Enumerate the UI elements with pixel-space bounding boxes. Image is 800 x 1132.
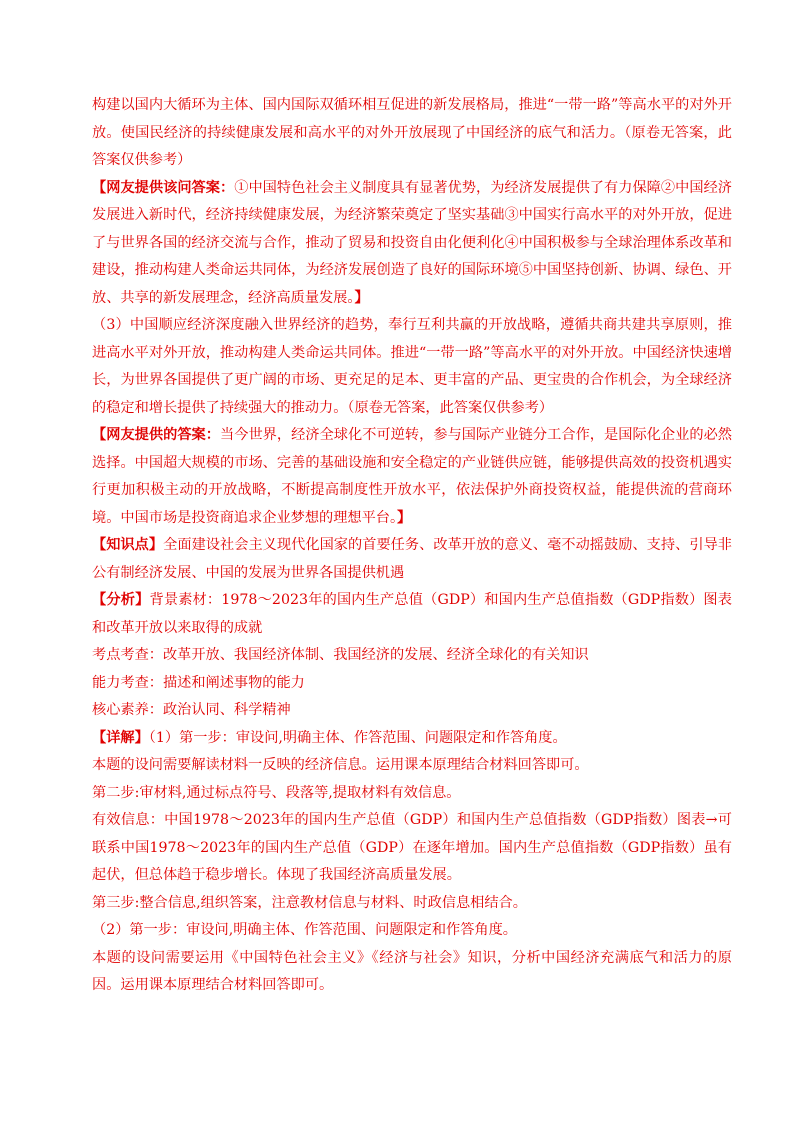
paragraph-step-2: 第二步:审材料,通过标点符号、段落等,提取材料有效信息。 bbox=[92, 784, 461, 801]
paragraph-step-3: 第三步:整合信息,组织答案，注意教材信息与材料、时政信息相结合。 bbox=[92, 894, 527, 911]
paragraph-netizen-answer-2: 【网友提供该问答案：①中国特色社会主义制度具有显著优势，为经济发展提供了有力保障②中国经济发展进入新时代，经济持续健康发展，为经济繁荣奠定了坚实基础③中国实行高水平的对外开放，促进了与世界各国的经济交流与合作，推动了贸易和投资自由化便利化④中国积极参与全球治理体系改革和建设，推动构建人类命运共同体，为经济发展创造了良好的国际环境⑤中国坚持创新、协调、绿色、开放、共享的新发展理念，经济高质量发展。】 bbox=[92, 179, 732, 306]
explanation-label: 【详解】 bbox=[92, 729, 149, 746]
paragraph-knowledge-points: 【知识点】全面建设社会主义现代化国家的首要任务、改革开放的意义、毫不动摇鼓励、支持、引导非公有制经济发展、中国的发展为世界各国提供机遇 bbox=[92, 537, 732, 581]
paragraph-analysis: 【分析】背景素材：1978～2023年的国内生产总值（GDP）和国内生产总值指数（GDP指数）图表和改革开放以来取得的成就 bbox=[92, 592, 732, 636]
paragraph-exam-points: 考点考查：改革开放、我国经济体制、我国经济的发展、经济全球化的有关知识 bbox=[92, 647, 589, 663]
paragraph-answer-3: （3）中国顺应经济深度融入世界经济的趋势，奉行互利共赢的开放战略，遵循共商共建共享原则，推进高水平对外开放，推动构建人类命运共同体。推进“一带一路”等高水平的对外开放。中国经济快速增长，为世界各国提供了更广阔的市场、更充足的足本、更丰富的产品、更宝贵的合作机会，为全球经济的稳定和增长提供了持续强大的推动力。（原卷无答案，此答案仅供参考） bbox=[92, 317, 732, 416]
paragraph-explanation-1a: 本题的设问需要解读材料一反映的经济信息。运用课本原理结合材料回答即可。 bbox=[92, 757, 589, 773]
analysis-label: 【分析】 bbox=[92, 592, 150, 608]
paragraph-explanation: 【详解】（1）第一步：审设问,明确主体、作答范围、问题限定和作答角度。 bbox=[92, 729, 567, 746]
paragraph-explanation-2: （2）第一步：审设问,明确主体、作答范围、问题限定和作答角度。 bbox=[92, 922, 517, 938]
paragraph-explanation-2a: 本题的设问需要运用《中国特色社会主义》《经济与社会》知识，分析中国经济充满底气和活力的原因。运用课本原理结合材料回答即可。 bbox=[92, 949, 732, 993]
paragraph-answer-2-conclusion: 构建以国内大循环为主体、国内国际双循环相互促进的新发展格局，推进“一带一路”等高水平的对外开放。使国民经济的持续健康发展和高水平的对外开放展现了中国经济的底气和活力。（原卷无答案，此答案仅供参考） bbox=[92, 97, 732, 168]
paragraph-netizen-answer-3: 【网友提供的答案：当今世界，经济全球化不可逆转，参与国际产业链分工合作，是国际化企业的必然选择。中国超大规模的市场、完善的基础设施和安全稳定的产业链供应链，能够提供高效的投资机遇实行更加积极主动的开放战略，不断提高制度性开放水平，依法保护外商投资权益，能提供流的营商环境。中国市场是投资商追求企业梦想的理想平台。】 bbox=[92, 427, 732, 526]
answer-text-body bbox=[92, 92, 732, 1000]
netizen-answer-label: 【网友提供的答案： bbox=[92, 427, 221, 443]
paragraph-core-literacy: 核心素养：政治认同、科学精神 bbox=[92, 702, 291, 718]
netizen-answer-label: 【网友提供该问答案： bbox=[92, 179, 235, 196]
paragraph-effective-info: 有效信息：中国1978～2023年的国内生产总值（GDP）和国内生产总值指数（GDP指数）图表→可联系中国1978～2023年的国内生产总值（GDP）在逐年增加。国内生产总值指数（GDP指数）虽有起伏，但总体趋于稳步增长。体现了我国经济高质量发展。 bbox=[92, 812, 732, 883]
paragraph-ability: 能力考查：描述和阐述事物的能力 bbox=[92, 674, 305, 691]
knowledge-points-label: 【知识点】 bbox=[92, 537, 164, 553]
